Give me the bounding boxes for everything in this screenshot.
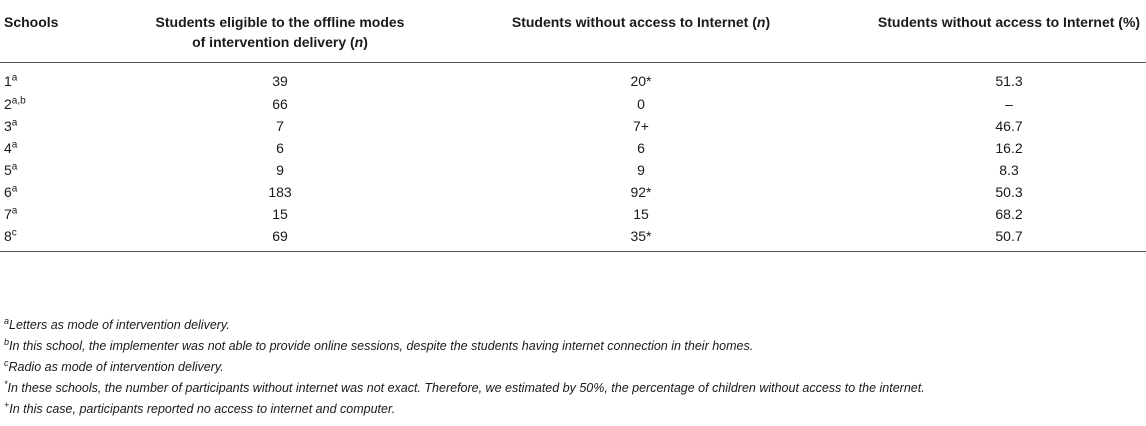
eligible-cell: 7	[276, 118, 284, 134]
without-n-cell: 0	[637, 96, 645, 112]
footnote: $^c$Radio as mode of intervention delivery.	[4, 357, 224, 374]
eligible-cell: 39	[272, 73, 288, 89]
footnote: $^a$Letters as mode of intervention delivery.	[4, 315, 230, 332]
footnote: +In this case, participants reported no access to internet and computer.	[4, 399, 396, 416]
without-pct-cell: 8.3	[999, 162, 1019, 178]
school-cell: 2$^{a,b}$	[4, 95, 26, 112]
table-row	[0, 159, 1146, 181]
header-row	[0, 0, 1146, 63]
eligible-cell: 9	[276, 162, 284, 178]
eligible-cell: 66	[272, 96, 288, 112]
without-n-cell: 6	[637, 140, 645, 156]
school-cell: 5$^a$	[4, 161, 18, 178]
header-schools: Schools	[4, 14, 59, 30]
table-row	[0, 115, 1146, 137]
without-n-cell: 15	[633, 206, 649, 222]
table-header	[0, 0, 1146, 63]
school-cell: 6$^a$	[4, 183, 18, 200]
without-pct-cell: 50.3	[995, 184, 1023, 200]
without-n-cell: 92*	[630, 184, 652, 200]
table-row	[0, 225, 1146, 252]
school-cell: 7$^a$	[4, 205, 18, 222]
school-cell: 4$^a$	[4, 139, 18, 156]
footnotes	[4, 316, 1142, 421]
eligible-cell: 183	[268, 184, 292, 200]
header-without-pct: Students without access to Internet (%)	[877, 14, 1141, 30]
footnote: *In these schools, the number of participants without internet was not exact. Therefore, we estimated by 50%, the percentage of children without access to the internet.	[4, 378, 925, 395]
without-n-cell: 7+	[633, 118, 649, 134]
without-n-cell: 20*	[630, 73, 652, 89]
without-pct-cell: 51.3	[995, 73, 1023, 89]
table-body	[0, 63, 1146, 252]
without-n-cell: 9	[637, 162, 645, 178]
header-without-n: Students without access to Internet (n)	[511, 14, 771, 30]
school-cell: 8$^c$	[4, 227, 17, 244]
school-cell: 3$^a$	[4, 117, 18, 134]
without-pct-cell: 50.7	[995, 228, 1023, 244]
eligible-cell: 6	[276, 140, 284, 156]
without-pct-cell: 46.7	[995, 118, 1023, 134]
without-pct-cell: 16.2	[995, 140, 1023, 156]
table-row	[0, 181, 1146, 203]
without-n-cell: 35*	[630, 228, 652, 244]
eligible-cell: 69	[272, 228, 288, 244]
table-row	[0, 137, 1146, 159]
school-cell: 1$^a$	[4, 72, 18, 89]
footnote: $^b$In this school, the implementer was not able to provide online sessions, despite the students having internet connection in their homes.	[4, 336, 754, 353]
without-pct-cell: –	[1005, 96, 1013, 112]
table-row	[0, 93, 1146, 115]
eligible-cell: 15	[272, 206, 288, 222]
without-pct-cell: 68.2	[995, 206, 1023, 222]
table-row	[0, 63, 1146, 94]
header-eligible: Students eligible to the offline modes of intervention delivery (n)	[155, 14, 405, 50]
table-row	[0, 203, 1146, 225]
